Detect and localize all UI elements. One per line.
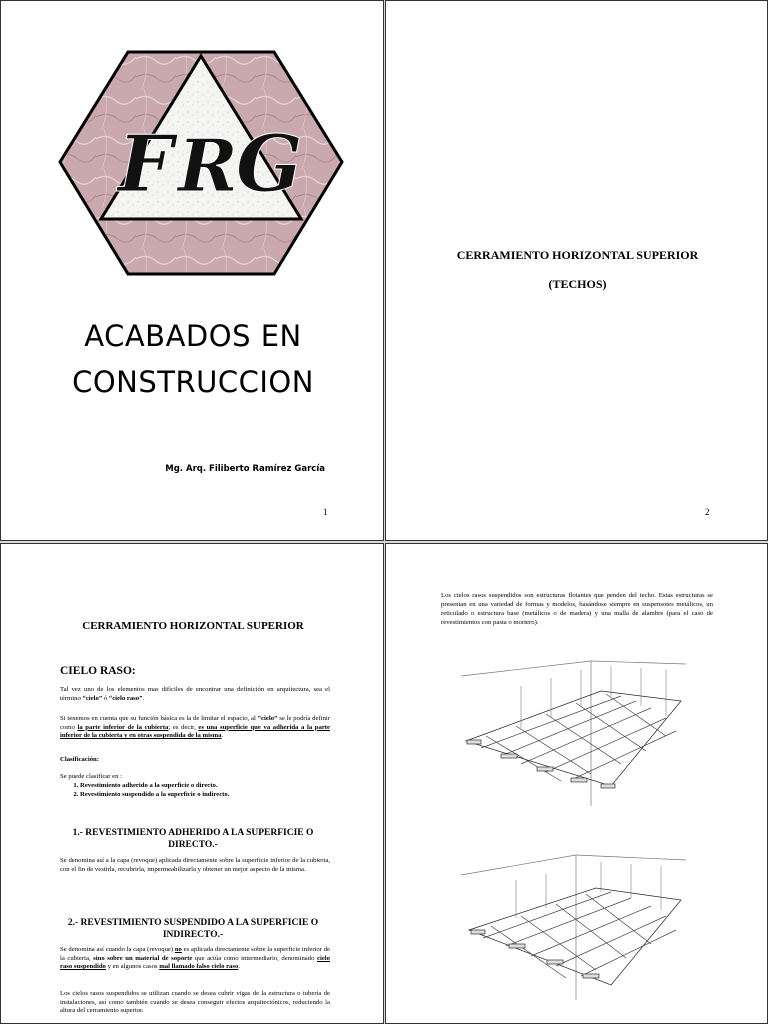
text-run: y en algunos casos — [105, 963, 160, 971]
text-run: es aplicada directamente sobre la superficie inferior de la cubierta, — [60, 946, 330, 962]
cover-title — [21, 313, 365, 405]
author-name: Mg. Arq. Filiberto Ramírez García — [165, 464, 325, 474]
section1-paragraph: Se denomina así a la capa (revoque) aplicada directamente sobre la superficie inferior de la cubierta, con el fin de vestirla, recubrirla, impermeabilizarla y obtener un mejor aspecto de la misma. — [60, 857, 330, 873]
section2-paragraph — [60, 946, 330, 972]
page-1 — [0, 0, 384, 541]
text-run-bold: “cielo” — [82, 694, 103, 702]
section1-heading — [41, 827, 345, 851]
text-run-bold-underline: no — [174, 946, 182, 953]
text-run-bold-underline: la parte inferior de la cubierta — [77, 723, 169, 731]
section2-heading — [41, 917, 345, 941]
text-run-bold: sino sobre un material de soporte — [93, 954, 193, 962]
text-run: ; es decir, — [168, 723, 199, 731]
text-run: Tal vez uno de los elementos mas difíciles de encontrar una definición en arquitectura, sea el término — [60, 686, 330, 702]
list-item: 2. Revestimiento suspendido a la superficie o indirecto. — [80, 791, 350, 800]
suspended-ceiling-drawing-2 — [461, 850, 691, 1000]
intro-paragraph: Los cielos rasos suspendidos son estructuras flotantes que penden del techo. Estas estructuras se presentan en una variedad de formas y modelos, basándose siempre en suspensotes metálicos, un reticulado o estructura base (metálicos o de madera) y una malla de alambre (para el caso de revestimientos con pasta o mortero). — [441, 592, 713, 626]
text-run-bold-underline: cielo raso suspendido — [60, 954, 330, 971]
paragraph-function — [60, 715, 330, 741]
logo-letter-r: R — [178, 123, 238, 208]
text-run-bold-underline: es una superficie que va adherida a la parte inferior de la cubierta y en otras suspendida de la misma — [60, 723, 330, 740]
text-run: que actúa como intermediario, denominado — [192, 954, 317, 962]
cielo-raso-heading: CIELO RASO: — [60, 665, 136, 677]
clasificacion-list — [60, 782, 350, 799]
heading-line: 2.- REVESTIMIENTO SUSPENDIDO A LA SUPERFICIE O — [67, 918, 319, 928]
page-3 — [0, 543, 384, 1024]
logo-letter-g: G — [236, 119, 303, 210]
heading-line: INDIRECTO.- — [162, 930, 224, 940]
section2-paragraph-2: Los cielos rasos suspendidos se utilizan cuando se desea cubrir vigas de la estructura o tubería de instalaciones, así como también cuando se desea conseguir efectos arquitectónicos, reduciendo la altura del cerramiento superior. — [60, 990, 330, 1015]
cover-title-line1: ACABADOS EN — [84, 319, 302, 353]
heading-line: 1.- REVESTIMIENTO ADHERIDO A LA SUPERFICIE O — [72, 828, 314, 838]
suspended-ceiling-drawing-1 — [461, 656, 691, 806]
text-run: Si tenemos en cuenta que su función básica es la de limitar el espacio, al — [60, 715, 258, 722]
section-subtitle: (TECHOS) — [548, 277, 607, 291]
frg-logo — [56, 49, 346, 279]
paragraph-definition — [60, 686, 330, 703]
heading-line: DIRECTO.- — [168, 840, 218, 850]
section-title: CERRAMIENTO HORIZONTAL SUPERIOR — [456, 248, 699, 262]
text-run: . — [142, 694, 145, 702]
text-run: se le podría definir como — [60, 715, 331, 731]
page-2 — [385, 0, 768, 541]
page-heading: CERRAMIENTO HORIZONTAL SUPERIOR — [82, 620, 304, 632]
cover-title-line2: CONSTRUCCION — [72, 365, 314, 399]
text-run-bold: “cielo raso” — [108, 694, 143, 702]
text-run: . — [238, 963, 241, 971]
clasificacion-intro: Se puede clasificar en : — [60, 773, 123, 780]
page-number: 1 — [323, 507, 328, 517]
text-run: Se denomina así cuando la capa (revoque) — [60, 946, 175, 953]
text-run-bold-underline: mal llamado falso cielo raso — [159, 963, 239, 971]
text-run: . — [221, 732, 224, 740]
page-number: 2 — [705, 507, 710, 517]
logo-letter-f: F — [118, 119, 174, 210]
text-run-bold: “cielo” — [257, 715, 278, 722]
list-item: 1. Revestimiento adherido a la superficie o directo. — [80, 782, 350, 791]
text-run: ó — [102, 694, 109, 702]
clasificacion-heading: Clasificación: — [60, 756, 100, 763]
page-4 — [385, 543, 768, 1024]
